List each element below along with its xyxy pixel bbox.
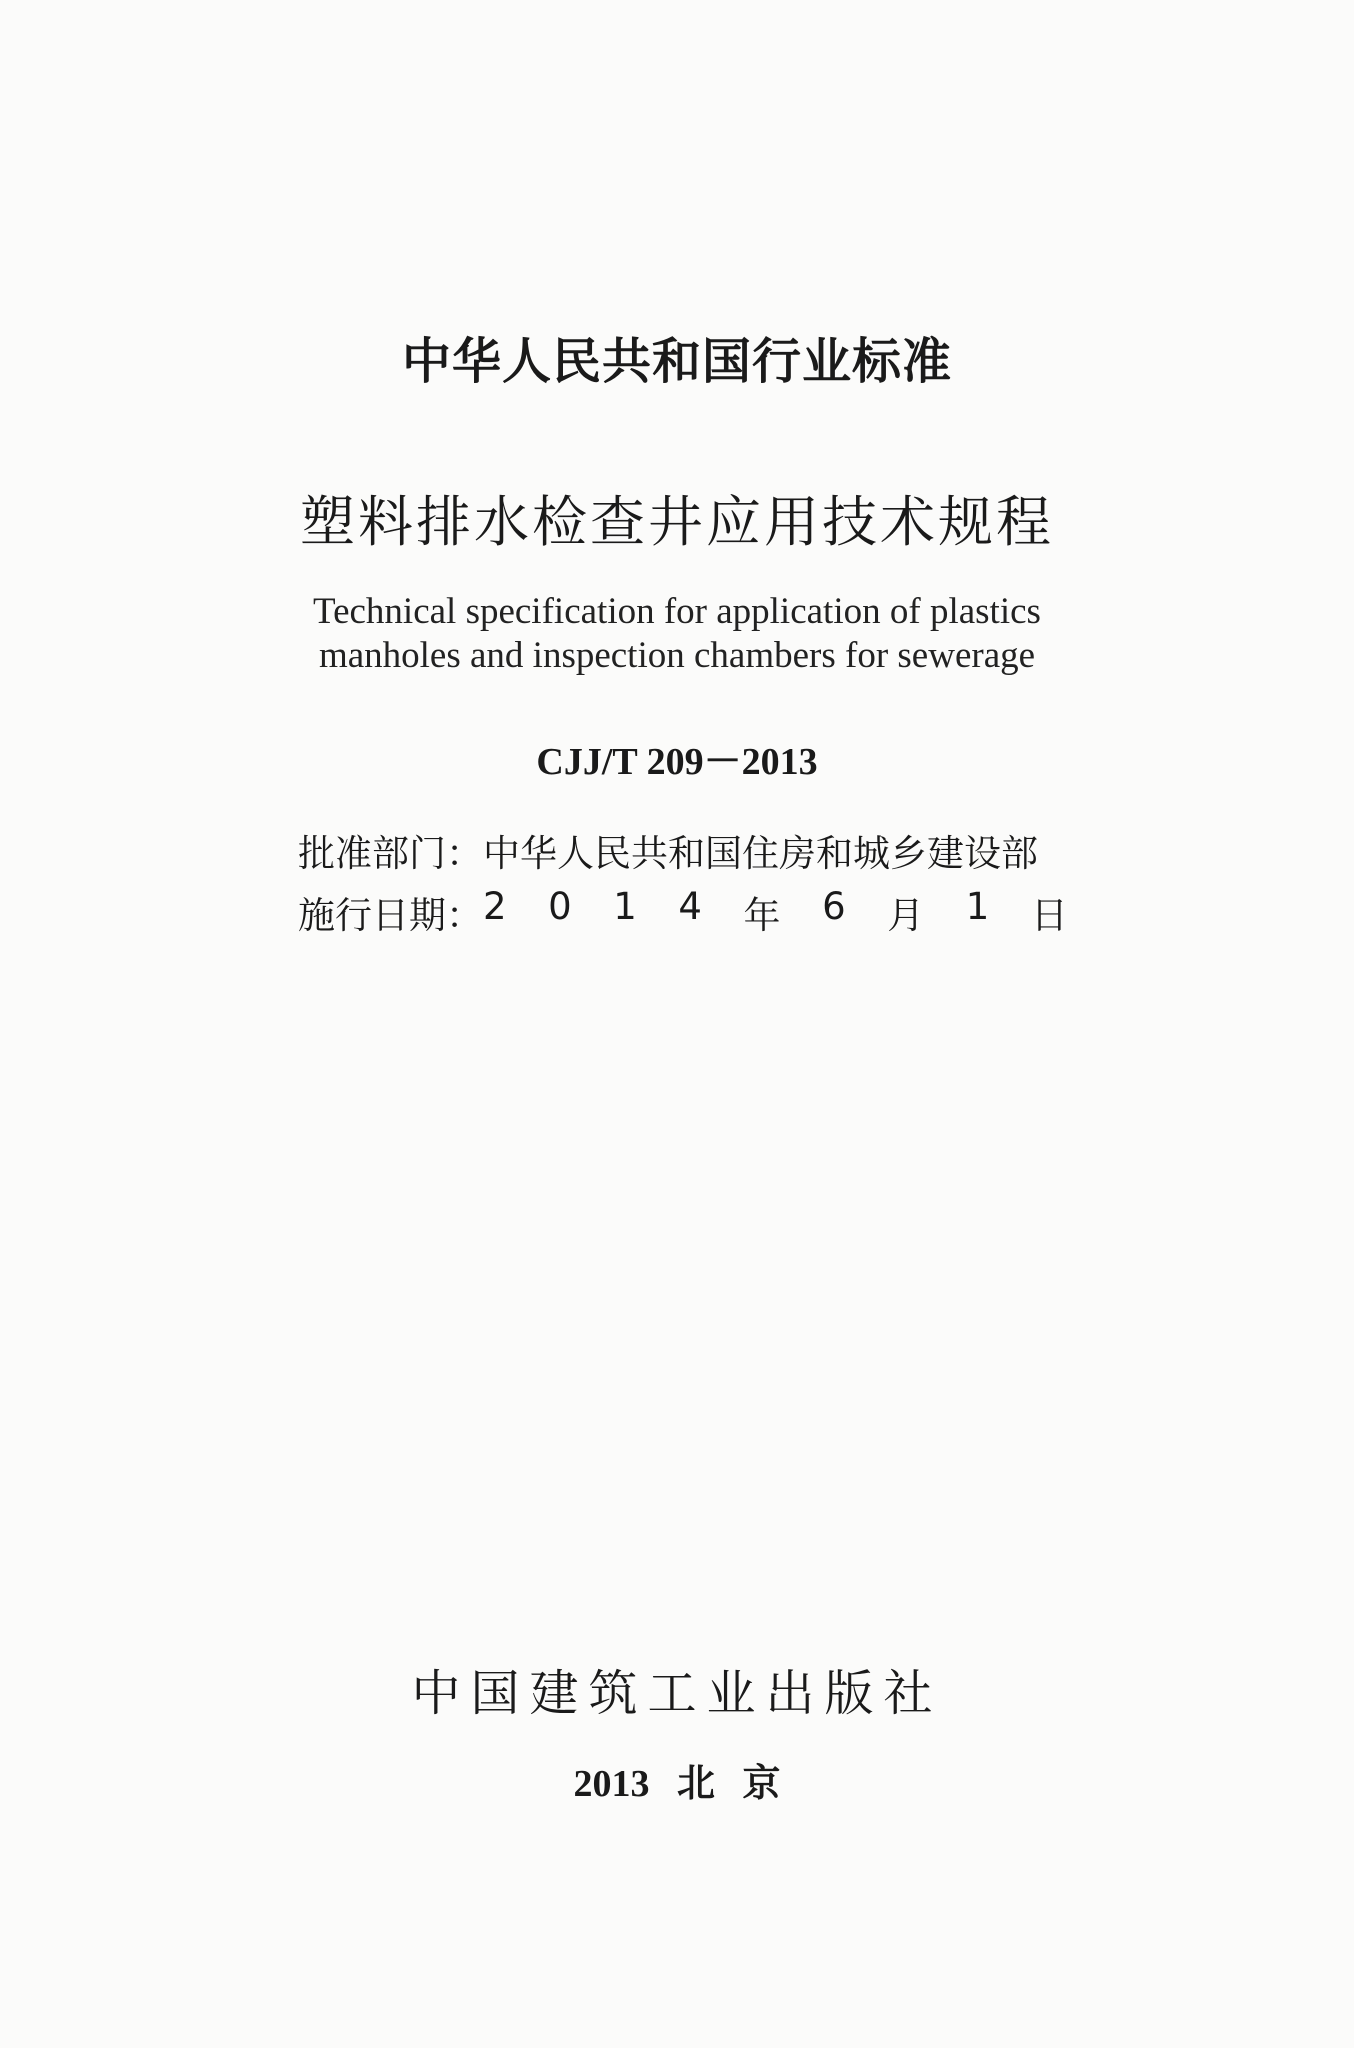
approval-label: 批准部门： xyxy=(298,832,483,875)
date-part: 1 xyxy=(613,885,637,928)
title-english-line-1: Technical specification for application of plastics xyxy=(313,591,1041,632)
publication-year-place: 2013 北 京 xyxy=(573,1763,781,1805)
date-part: 4 xyxy=(678,885,702,928)
effective-date-row xyxy=(298,885,1068,939)
date-part: 1 xyxy=(965,885,990,928)
date-part: 2 xyxy=(483,885,507,928)
publisher: 中国建筑工业出版社 xyxy=(411,1665,943,1722)
date-part: 年 xyxy=(743,894,781,937)
date-part: 0 xyxy=(548,885,572,928)
standard-code: CJJ/T 209－2013 xyxy=(536,741,818,783)
approval-department-row xyxy=(298,823,1068,877)
date-part: 6 xyxy=(822,885,846,928)
date-part: 月 xyxy=(887,894,925,937)
effective-date-label: 施行日期： xyxy=(298,894,483,937)
standard-category: 中华人民共和国行业标准 xyxy=(401,333,952,390)
approval-value: 中华人民共和国住房和城乡建设部 xyxy=(483,832,1038,875)
date-part: 日 xyxy=(1030,894,1068,937)
title-chinese: 塑料排水检查井应用技术规程 xyxy=(299,490,1054,554)
title-english-line-2: manholes and inspection chambers for sewerage xyxy=(318,635,1036,676)
effective-date-value xyxy=(483,885,1068,939)
